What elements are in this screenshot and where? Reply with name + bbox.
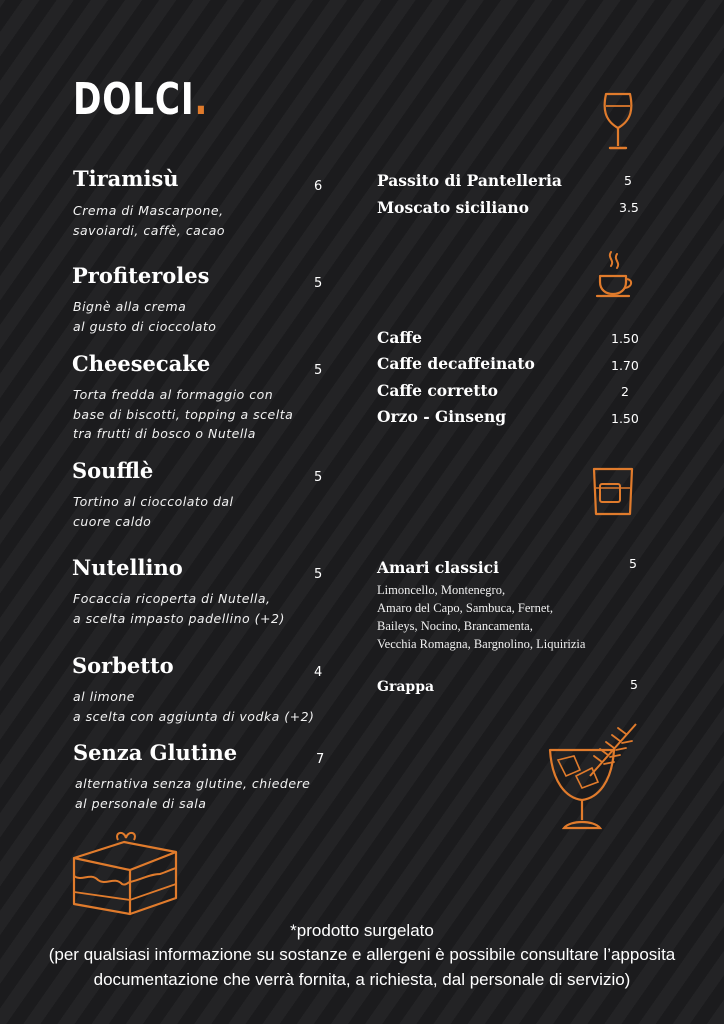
wine-glass-icon	[600, 90, 636, 152]
footer-line-1: (per qualsiasi informazione su sostanze e allergeni è possibile consultare l’apposita	[48, 945, 676, 964]
dessert-price-nutellino: 5	[314, 567, 323, 582]
dessert-name-cheesecake: Cheesecake	[72, 351, 211, 376]
dessert-price-cheesecake: 5	[314, 363, 323, 378]
amari-list: Limoncello, Montenegro, Amaro del Capo, Sambuca, Fernet, Baileys, Nocino, Brancamenta, Vecchia Romagna, Bargnolino, Liquirizia	[377, 583, 586, 651]
page-title-dot: .	[194, 74, 209, 125]
coffee-name-caffe: Caffe	[377, 328, 422, 347]
dessert-price-senza-glutine: 7	[316, 752, 325, 767]
amari-name: Amari classici	[377, 558, 499, 577]
coffee-name-decaffeinato: Caffe decaffeinato	[377, 354, 535, 373]
coffee-price-corretto: 2	[621, 384, 629, 399]
dessert-desc-cheesecake: Torta fredda al formaggio con base di biscotti, topping a scelta tra frutti di bosco o Nutella	[73, 387, 294, 441]
coffee-price-caffe: 1.50	[611, 331, 639, 346]
dessert-name-nutellino: Nutellino	[72, 555, 183, 580]
page-title	[73, 74, 209, 125]
coffee-price-decaffeinato: 1.70	[611, 358, 639, 373]
coffee-name-orzo-ginseng: Orzo - Ginseng	[377, 407, 507, 426]
wine-name-passito: Passito di Pantelleria	[377, 171, 562, 190]
dessert-name-souffle: Soufflè	[72, 458, 154, 483]
dessert-price-sorbetto: 4	[314, 665, 323, 680]
page-title-text: DOLCI	[73, 74, 195, 125]
wine-price-moscato: 3.5	[619, 200, 639, 215]
dessert-name-tiramisu: Tiramisù	[73, 166, 179, 191]
wine-price-passito: 5	[624, 173, 632, 188]
coffee-name-corretto: Caffe corretto	[377, 381, 498, 400]
cocktail-glass-icon	[546, 720, 642, 836]
coffee-price-orzo-ginseng: 1.50	[611, 411, 639, 426]
coffee-cup-icon	[595, 250, 637, 300]
dessert-desc-souffle: Tortino al cioccolato dal cuore caldo	[73, 494, 234, 529]
footer-line-2: documentazione che verrà fornita, a richiesta, dal personale di servizio)	[93, 970, 631, 989]
dessert-desc-profiteroles: Bignè alla crema al gusto di cioccolato	[73, 299, 217, 334]
dessert-desc-sorbetto: al limone a scelta con aggiunta di vodka (+2)	[73, 689, 315, 724]
dessert-name-profiteroles: Profiteroles	[72, 263, 210, 288]
dessert-price-souffle: 5	[314, 470, 323, 485]
whisky-glass-icon	[590, 466, 636, 518]
wine-name-moscato: Moscato siciliano	[377, 198, 529, 217]
dessert-desc-nutellino: Focaccia ricoperta di Nutella, a scelta impasto padellino (+2)	[73, 591, 285, 626]
dessert-price-tiramisu: 6	[314, 179, 323, 194]
grappa-name: Grappa	[377, 679, 435, 695]
dessert-name-sorbetto: Sorbetto	[72, 653, 174, 678]
amari-price: 5	[629, 556, 637, 571]
dessert-name-senza-glutine: Senza Glutine	[73, 740, 238, 765]
cake-slice-icon	[70, 830, 180, 916]
dessert-price-profiteroles: 5	[314, 276, 323, 291]
dessert-desc-tiramisu: Crema di Mascarpone, savoiardi, caffè, cacao	[73, 203, 226, 238]
grappa-price: 5	[630, 677, 638, 692]
footer-note: *prodotto surgelato	[290, 921, 434, 940]
dessert-desc-senza-glutine: alternativa senza glutine, chiedere al personale di sala	[75, 776, 311, 811]
